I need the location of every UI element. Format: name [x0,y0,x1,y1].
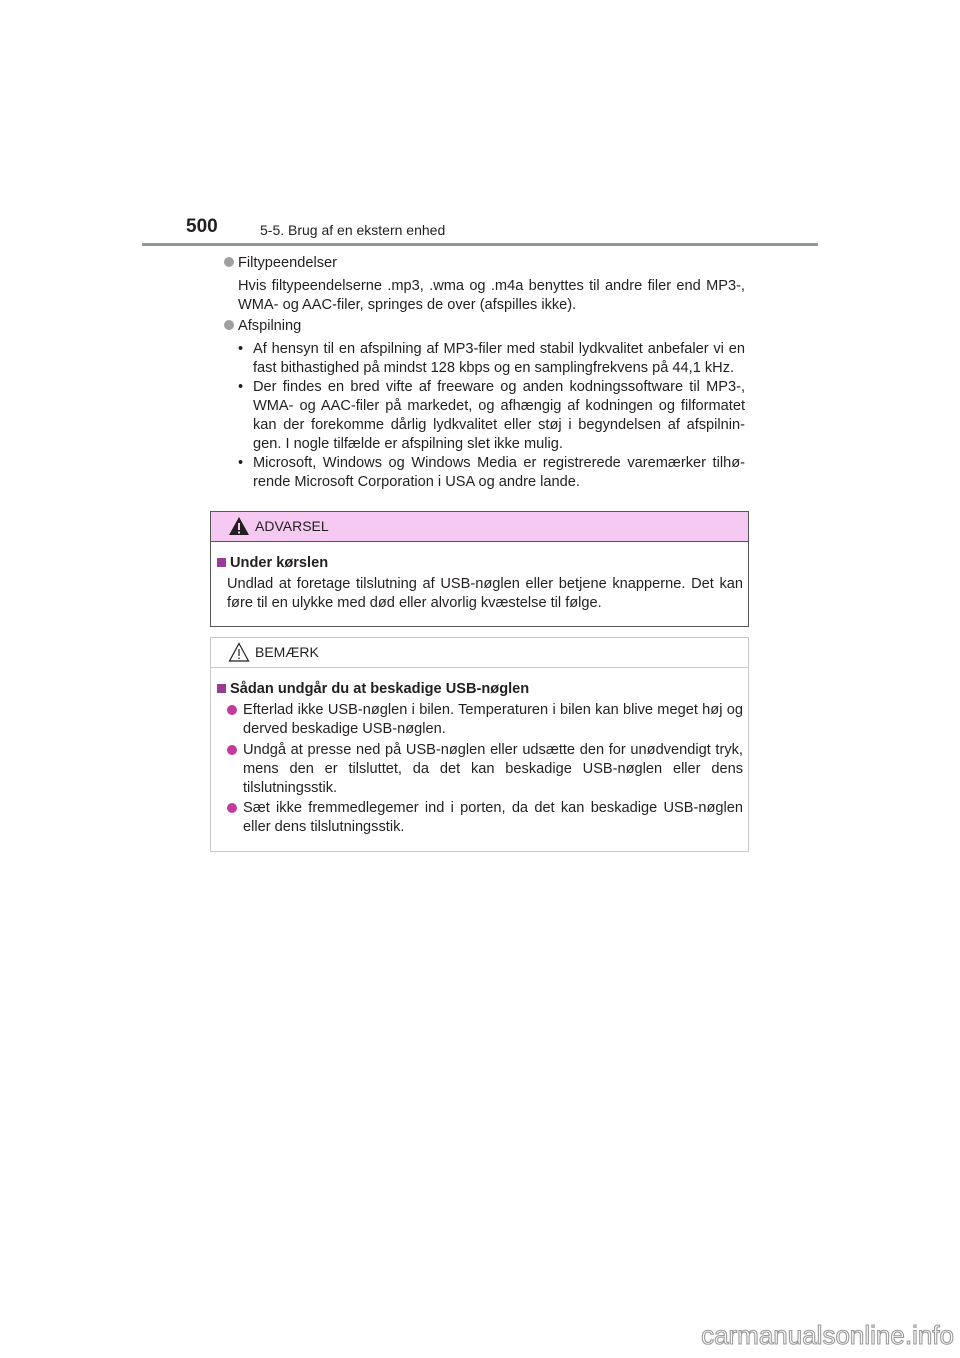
square-bullet-icon [217,558,226,567]
notice-title: Sådan undgår du at beskadige USB-nøglen [217,680,529,699]
pink-bullet-icon [227,705,237,715]
gray-bullet-icon [224,257,234,267]
caution-outline-icon [228,642,250,662]
pink-bullet-icon [227,745,237,755]
header-divider [142,243,818,246]
list-item: Undgå at presse ned på USB-nøglen eller udsætte den for unødvendigt tryk, mens den er tilsluttet, da det kan beskadige USB-nøglen eller dens tilslutningsstik. [227,741,743,798]
notice-label: BEMÆRK [255,644,319,660]
warning-triangle-icon [228,516,250,536]
notice-box [210,637,749,852]
list-item: • Microsoft, Windows og Windows Media er registrerede varemærker tilhø-rende Microsoft Corporation i USA og andre lande. [238,455,745,490]
square-bullet-icon [217,684,226,693]
page-number: 500 [186,216,218,237]
watermark [640,1318,958,1352]
warning-title: Under kørslen [217,554,328,573]
list-item: • Af hensyn til en afspilning af MP3-filer med stabil lydkvalitet anbefaler vi en fast bithastighed på mindst 128 kbps og en samplingfrekvens på 44,1 kHz. [238,341,745,376]
warning-text: Undlad at foretage tilslutning af USB-nøglen eller betjene knapperne. Det kan føre til en ulykke med død eller alvorlig kvæstelse til følge. [227,576,743,611]
list-item: Sæt ikke fremmedlegemer ind i porten, da det kan beskadige USB-nøglen eller dens tilslutningsstik. [227,799,743,837]
list-item: • Der findes en bred vifte af freeware og anden kodningssoftware til MP3-, WMA- og AAC-filer på markedet, og afhængig af kodningen og filformatet kan der forekomme dårlig lydkvalitet eller støj i begyndelsen af afspilnin-gen. I nogle tilfælde er afspilning slet ikke mulig. [238,379,745,452]
watermark-text: carmanualsonline.info [701,1320,954,1350]
warning-box [210,511,749,627]
list-item: Efterlad ikke USB-nøglen i bilen. Temperaturen i bilen kan blive meget høj og derved beskadige USB-nøglen. [227,701,743,739]
notice-header [211,638,748,668]
warning-label: ADVARSEL [255,518,329,534]
file-extensions-heading: Filtypeendelser [224,254,754,273]
warning-header [211,512,748,542]
playback-heading: Afspilning [224,317,754,336]
playback-list [238,340,745,492]
gray-bullet-icon [224,320,234,330]
pink-bullet-icon [227,803,237,813]
file-extensions-text: Hvis filtypeendelserne .mp3, .wma og .m4a benyttes til andre filer end MP3-, WMA- og AAC-filer, springes de over (afspilles ikke). [238,278,745,313]
page-header [186,216,818,244]
section-title: 5-5. Brug af en ekstern enhed [260,222,446,238]
